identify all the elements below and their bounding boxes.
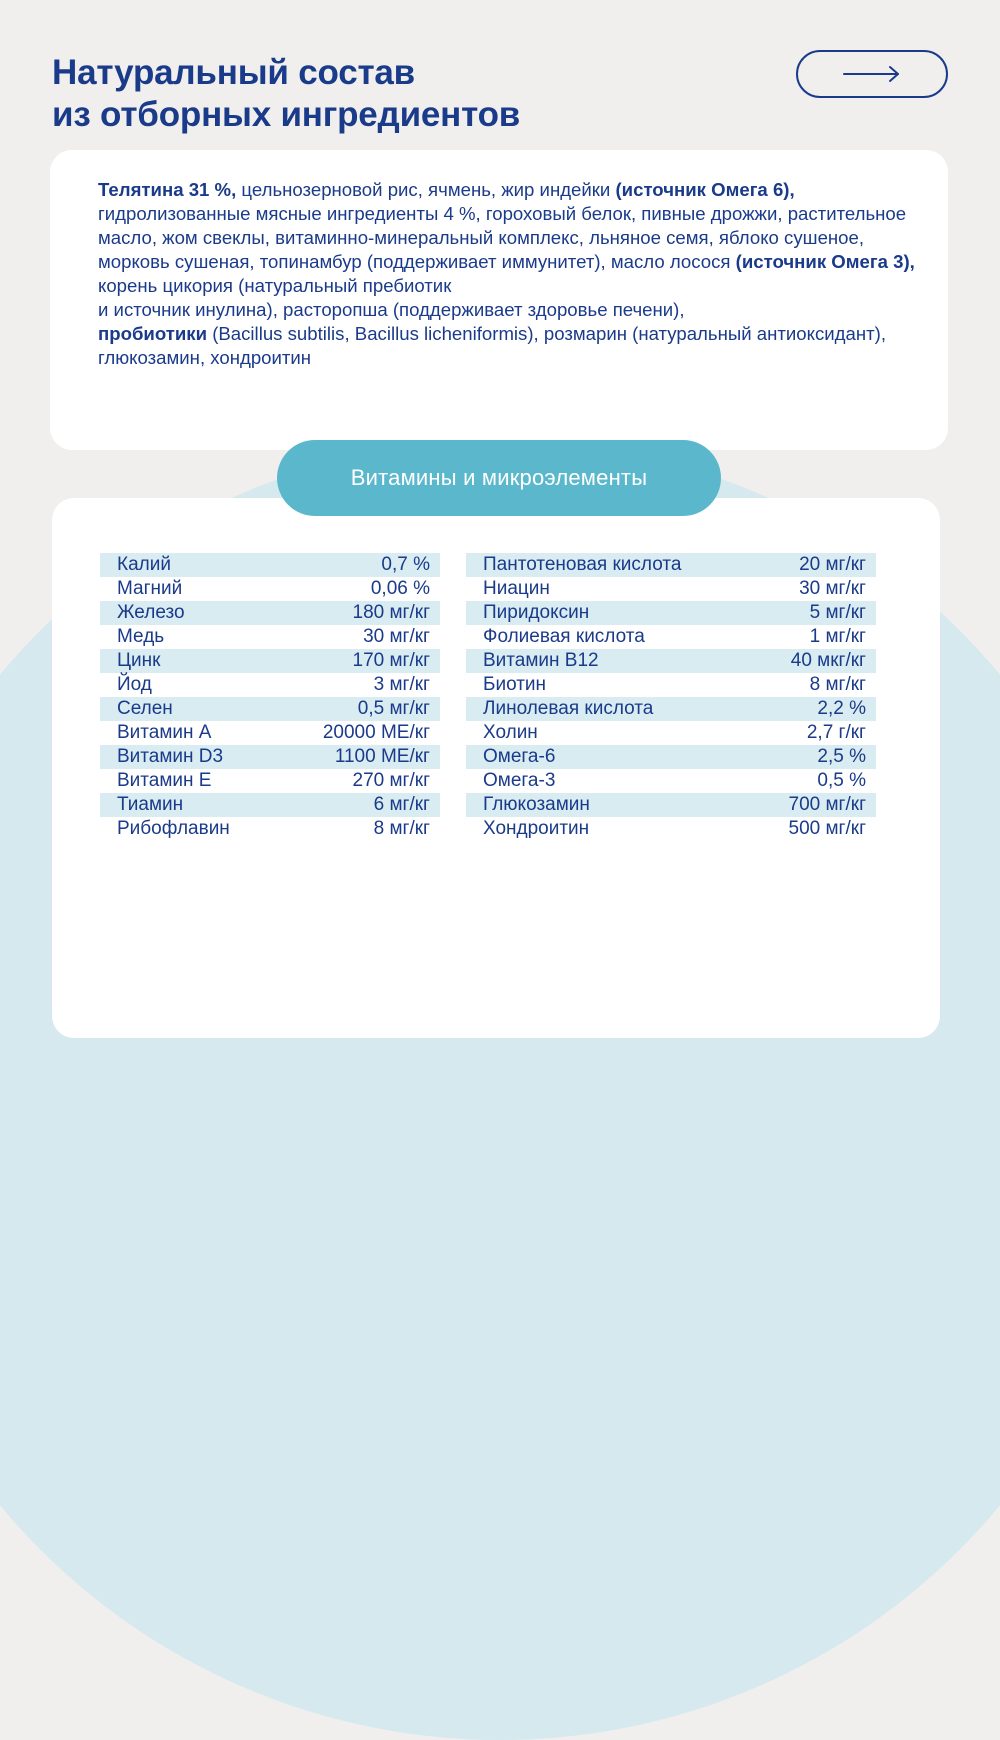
vitamin-value: 0,5 мг/кг — [357, 698, 430, 719]
ingredient-veal: Телятина 31 %, — [98, 179, 237, 200]
title-line-2: из отборных ингредиентов — [52, 95, 521, 134]
vitamin-name: Тиамин — [117, 794, 184, 815]
vitamin-value: 700 мг/кг — [788, 794, 866, 815]
vitamin-row — [466, 745, 876, 769]
vitamin-row — [466, 721, 876, 745]
vitamin-value: 30 мг/кг — [363, 626, 430, 647]
vitamin-name: Пиридоксин — [483, 602, 590, 623]
vitamin-value: 170 мг/кг — [352, 650, 430, 671]
vitamin-name: Омега-3 — [483, 770, 556, 791]
vitamin-name: Ниацин — [483, 578, 550, 599]
vitamin-row — [100, 721, 440, 745]
ingredients-part-2: гидролизованные мясные ингредиенты 4 %, гороховый белок, пивные дрожжи, растительное масло, жом свеклы, витаминно-минеральный комплекс, льняное семя, яблоко сушеное, морковь сушеная, топинамбур (поддерживает иммунитет), масло лосося — [98, 203, 907, 272]
vitamin-value: 270 мг/кг — [352, 770, 430, 791]
vitamin-value: 500 мг/кг — [788, 818, 866, 839]
vitamin-row — [466, 817, 876, 841]
vitamin-value: 5 мг/кг — [809, 602, 866, 623]
ingredients-card — [50, 150, 948, 450]
vitamin-value: 3 мг/кг — [373, 674, 430, 695]
vitamin-name: Пантотеновая кислота — [483, 554, 682, 575]
ingredients-text — [98, 178, 918, 370]
vitamin-value: 2,5 % — [817, 746, 866, 767]
title-line-1: Натуральный состав — [52, 53, 415, 92]
vitamin-value: 30 мг/кг — [799, 578, 866, 599]
vitamin-name: Холин — [483, 722, 538, 743]
vitamin-value: 20000 МЕ/кг — [322, 722, 430, 743]
vitamin-name: Магний — [117, 578, 183, 599]
vitamin-row — [100, 817, 440, 841]
arrow-right-icon — [842, 64, 902, 84]
vitamin-row — [100, 745, 440, 769]
vitamin-value: 8 мг/кг — [373, 818, 430, 839]
ingredients-part-3: корень цикория (натуральный пребиотик — [98, 275, 452, 296]
vitamin-value: 2,7 г/кг — [806, 722, 866, 743]
vitamin-row — [466, 553, 876, 577]
vitamin-name: Омега-6 — [483, 746, 556, 767]
vitamin-row — [466, 601, 876, 625]
vitamin-name: Медь — [117, 626, 165, 647]
vitamin-value: 2,2 % — [817, 698, 866, 719]
vitamin-value: 0,7 % — [381, 554, 430, 575]
vitamin-row — [100, 793, 440, 817]
vitamin-name: Глюкозамин — [483, 794, 590, 815]
page-title — [52, 52, 520, 136]
vitamin-name: Биотин — [483, 674, 547, 695]
vitamin-row — [466, 649, 876, 673]
vitamin-value: 0,5 % — [817, 770, 866, 791]
next-button[interactable] — [796, 50, 948, 98]
vitamin-value: 6 мг/кг — [373, 794, 430, 815]
vitamin-row — [100, 553, 440, 577]
vitamin-value: 8 мг/кг — [809, 674, 866, 695]
vitamin-row — [100, 601, 440, 625]
vitamin-row — [466, 769, 876, 793]
vitamin-name: Витамин А — [117, 722, 212, 743]
vitamin-row — [100, 769, 440, 793]
vitamin-row — [100, 697, 440, 721]
vitamin-value: 180 мг/кг — [352, 602, 430, 623]
ingredient-omega6-source: (источник Омега 6), — [615, 179, 795, 200]
vitamin-name: Витамин Е — [117, 770, 212, 791]
vitamin-row — [100, 649, 440, 673]
vitamin-name: Цинк — [117, 650, 161, 671]
vitamin-row — [100, 673, 440, 697]
vitamins-heading: Витамины и микроэлементы — [277, 440, 721, 516]
vitamin-row — [466, 673, 876, 697]
ingredient-omega3-source: (источник Омега 3), — [735, 251, 915, 272]
vitamins-table-right — [466, 553, 876, 841]
vitamins-table-left — [100, 553, 440, 841]
ingredients-part-1: цельнозерновой рис, ячмень, жир индейки — [236, 179, 616, 200]
ingredient-probiotics: пробиотики — [98, 323, 208, 344]
vitamin-value: 40 мкг/кг — [790, 650, 866, 671]
vitamin-name: Витамин В12 — [483, 650, 599, 671]
vitamin-name: Линолевая кислота — [483, 698, 654, 719]
vitamin-row — [466, 625, 876, 649]
vitamin-name: Железо — [117, 602, 185, 623]
vitamin-row — [466, 697, 876, 721]
vitamin-row — [466, 577, 876, 601]
ingredients-part-5: (Bacillus subtilis, Bacillus licheniformis), розмарин (натуральный антиоксидант), глюкозамин, хондроитин — [98, 323, 886, 368]
vitamin-name: Йод — [117, 674, 152, 695]
vitamin-name: Фолиевая кислота — [483, 626, 645, 647]
vitamin-name: Калий — [117, 554, 171, 575]
vitamin-value: 1100 МЕ/кг — [334, 746, 430, 767]
vitamin-value: 1 мг/кг — [809, 626, 866, 647]
vitamin-name: Хондроитин — [483, 818, 590, 839]
vitamin-row — [100, 577, 440, 601]
vitamin-row — [100, 625, 440, 649]
vitamin-name: Селен — [117, 698, 173, 719]
ingredients-part-4: и источник инулина), расторопша (поддерживает здоровье печени), — [98, 299, 685, 320]
vitamin-value: 0,06 % — [370, 578, 430, 599]
vitamin-name: Рибофлавин — [117, 818, 230, 839]
vitamin-name: Витамин D3 — [117, 746, 224, 767]
vitamin-row — [466, 793, 876, 817]
vitamin-value: 20 мг/кг — [799, 554, 866, 575]
